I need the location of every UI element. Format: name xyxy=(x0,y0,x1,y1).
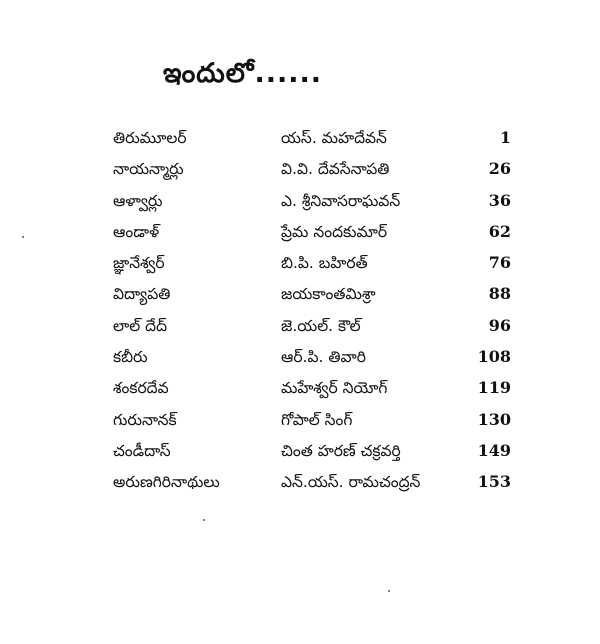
toc-title: గురునానక్ xyxy=(113,410,177,429)
toc-author: బి.పి. బహిరత్ xyxy=(281,254,368,273)
toc-author: మహేశ్వర్ నియోగ్ xyxy=(281,379,388,398)
toc-entry xyxy=(113,470,511,501)
toc-author: వి.వి. దేవసేనాపతి xyxy=(281,160,390,179)
toc-title: జ్ఞానేశ్వర్ xyxy=(113,254,165,273)
toc-author: ఎ. శ్రీనివాసరాఘవన్ xyxy=(281,191,401,210)
toc-author: ఎన్.యస్. రామచంద్రన్ xyxy=(281,473,421,492)
toc-page-number: 62 xyxy=(488,221,511,241)
toc-entry xyxy=(113,126,511,157)
toc-entry xyxy=(113,408,511,439)
toc-author: యస్. మహదేవన్ xyxy=(281,129,387,147)
toc-entry xyxy=(113,345,511,376)
toc-title: కబీరు xyxy=(113,348,148,367)
scan-speck xyxy=(388,590,390,592)
toc-entry xyxy=(113,220,511,251)
toc-page-number: 119 xyxy=(477,378,511,398)
toc-author: గోపాల్ సింగ్ xyxy=(281,410,353,429)
toc-page-number: 96 xyxy=(488,315,511,335)
scan-speck xyxy=(203,519,205,521)
toc-entry xyxy=(113,251,511,282)
toc-title: తిరుమూలర్ xyxy=(113,129,187,147)
toc-page-number: 153 xyxy=(477,472,511,492)
toc-page-number: 108 xyxy=(477,347,511,367)
table-of-contents xyxy=(113,126,511,502)
toc-title: ఆళ్వార్లు xyxy=(113,191,163,210)
toc-title: లాల్ దేద్ xyxy=(113,316,168,335)
toc-title: విద్యాపతి xyxy=(113,285,171,304)
toc-page-number: 88 xyxy=(488,284,511,304)
toc-page-number: 1 xyxy=(499,128,511,147)
toc-page-number: 130 xyxy=(477,409,511,429)
toc-title: నాయన్మార్లు xyxy=(113,160,184,179)
scan-speck xyxy=(22,236,24,238)
toc-title: చండీదాస్ xyxy=(113,441,171,460)
toc-title: ఆండాళ్ xyxy=(113,222,160,241)
toc-entry xyxy=(113,189,511,220)
contents-heading: ఇందులో...... xyxy=(163,58,323,89)
toc-title: అరుణగిరినాథులు xyxy=(113,473,220,492)
toc-title: శంకరదేవ xyxy=(113,379,169,398)
toc-page-number: 36 xyxy=(488,190,511,210)
toc-author: చింత హరణ్ చక్రవర్తి xyxy=(281,441,401,460)
toc-page-number: 149 xyxy=(477,440,511,460)
toc-page-number: 26 xyxy=(488,159,511,179)
toc-entry xyxy=(113,439,511,470)
toc-author: ఆర్.పి. తివారి xyxy=(281,348,366,367)
toc-entry xyxy=(113,376,511,407)
toc-author: జె.యల్. కౌల్ xyxy=(281,316,361,335)
toc-entry xyxy=(113,314,511,345)
toc-entry xyxy=(113,157,511,188)
toc-page-number: 76 xyxy=(488,253,511,273)
toc-author: జయకాంతమిశ్రా xyxy=(281,285,376,304)
toc-entry xyxy=(113,282,511,313)
toc-author: ప్రేమ నందకుమార్ xyxy=(281,222,388,241)
